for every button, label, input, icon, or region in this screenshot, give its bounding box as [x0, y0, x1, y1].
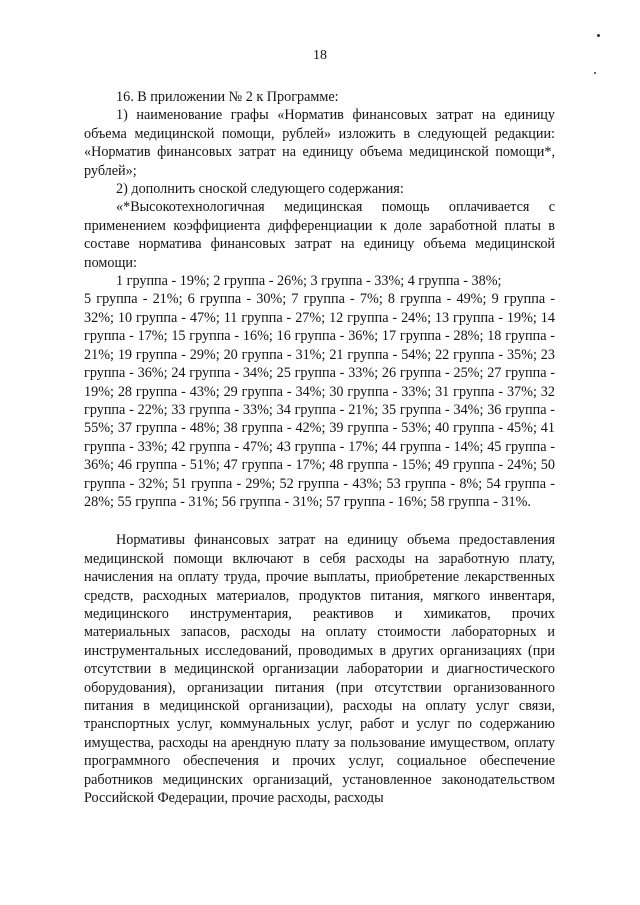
subitem-1: 1) наименование графы «Норматив финансовых затрат на единицу объема медицинской помощи, рублей» изложить в следующей редакции: «Норматив финансовых затрат на единицу объема медицинской помощи*, рублей»; — [84, 107, 555, 179]
page-number: 18 — [313, 48, 327, 63]
scan-speck — [597, 34, 600, 37]
document-body — [84, 88, 555, 807]
group-coefficients-rest: 5 группа - 21%; 6 группа - 30%; 7 группа - 7%; 8 группа - 49%; 9 группа - 32%; 10 группа - 47%; 11 группа - 27%; 12 группа - 24%; 13 группа - 19%; 14 группа - 17%; 15 группа - 16%; 16 группа - 36%; 17 группа - 28%; 18 группа - 21%; 19 группа - 29%; 20 группа - 31%; 21 группа - 54%; 22 группа - 35%; 23 группа - 36%; 24 группа - 34%; 25 группа - 33%; 26 группа - 25%; 27 группа - 19%; 28 группа - 43%; 29 группа - 34%; 30 группа - 33%; 31 группа - 37%; 32 группа - 22%; 33 группа - 33%; 34 группа - 21%; 35 группа - 34%; 36 группа - 55%; 37 группа - 48%; 38 группа - 42%; 39 группа - 53%; 40 группа - 45%; 41 группа - 33%; 42 группа - 47%; 43 группа - 17%; 44 группа - 14%; 45 группа - 36%; 46 группа - 51%; 47 группа - 17%; 48 группа - 15%; 49 группа - 24%; 50 группа - 32%; 51 группа - 29%; 52 группа - 43%; 53 группа - 8%; 54 группа - 28%; 55 группа - 31%; 56 группа - 31%; 57 группа - 16%; 58 группа - 31%. — [84, 291, 555, 510]
item-16-heading: 16. В приложении № 2 к Программе: — [116, 89, 339, 105]
subitem-2: 2) дополнить сноской следующего содержания: — [116, 181, 404, 198]
group-coefficients — [84, 272, 555, 511]
norms-paragraph: Нормативы финансовых затрат на единицу объема предоставления медицинской помощи включают в себя расходы на заработную плату, начисления на оплату труда, прочие выплаты, приобретение лекарственных средств, расходных материалов, продуктов питания, мягкого инвентаря, медицинского инструментария, реактивов и химикатов, прочих материальных запасов, расходы на оплату стоимости лабораторных и инструментальных исследований, проводимых в других организациях (при отсутствии в медицинской организации лаборатории и диагностического оборудования), организации питания (при отсутствии организованного питания в медицинской организации), расходы на оплату услуг связи, транспортных услуг, коммунальных услуг, работ и услуг по содержанию имущества, расходы на арендную плату за пользование имуществом, оплату программного обеспечения и прочих услуг, социальное обеспечение работников медицинских организаций, установленное законодательством Российской Федерации, прочие расходы, расходы — [84, 532, 555, 807]
paragraph-gap — [84, 511, 555, 531]
footnote-intro: «*Высокотехнологичная медицинская помощь оплачивается с применением коэффициента дифференциации к доле заработной платы в составе норматива финансовых затрат на единицу объема медицинской помощи: — [84, 199, 555, 271]
group-coefficients-line-1: 1 группа - 19%; 2 группа - 26%; 3 группа - 33%; 4 группа - 38%; — [116, 273, 502, 290]
scan-speck — [594, 72, 596, 74]
